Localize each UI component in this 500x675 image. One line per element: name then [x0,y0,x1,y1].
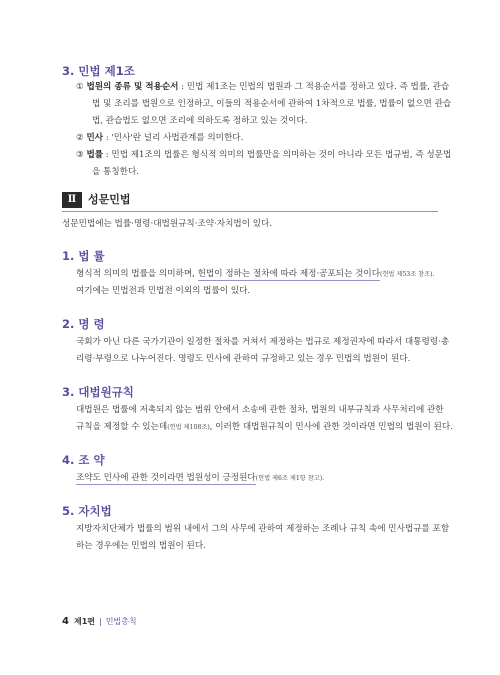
page-number: 4 [62,616,69,627]
section-title: 성문민법 [88,193,131,206]
item-3-line2: 을 통칭한다. [92,167,139,177]
law-line1 [76,266,435,283]
item-2-text: : '민사'란 널리 사법관계를 의미한다. [103,133,244,143]
item-1-line1 [76,79,449,96]
order-line2: 리령·부령으로 나누어진다. 명령도 민사에 관하여 규정하고 있는 경우 민법의 법원이 된다. [76,354,411,364]
law-text-a: 형식적 의미의 법률을 의미하며, [76,269,198,279]
item-1-number: ① [76,82,84,92]
heading-civil-code-article1: 3. 민법 제1조 [62,64,135,78]
footer-part: 제1편 [73,617,95,626]
page-footer [62,616,137,627]
item-1-text: : 민법 제1조는 민법의 법원과 그 적용순서를 정하고 있다. 즉 법률, 관습 [178,82,450,92]
item-2-term: 민사 [86,133,104,143]
law-citation: (헌법 제53조 참조). [380,271,435,278]
heading-law: 1. 법 률 [62,249,105,263]
rules-text-a: 규칙을 제정할 수 있는데 [76,422,168,432]
footer-chapter: 민법총칙 [105,617,137,626]
order-line1: 국회가 아닌 다른 국가기관이 일정한 절차를 거쳐서 제정하는 법규로 제정권자에 따라서 대통령령·총 [76,337,450,347]
heading-treaty: 4. 조 약 [62,453,105,467]
item-3-line1 [76,147,451,164]
treaty-citation: (헌법 제6조 제1항 참고). [255,475,325,482]
law-text-underlined: 헌법이 정하는 절차에 따라 제정·공포되는 것이다 [197,269,381,279]
treaty-text-underlined: 조약도 민사에 관한 것이라면 법원성이 긍정된다 [76,473,256,483]
treaty-line1 [76,470,324,487]
section-number-badge: Ⅱ [62,192,82,208]
section-divider [62,211,438,212]
heading-order: 2. 명 령 [62,317,105,331]
heading-autonomy: 5. 자치법 [62,504,112,518]
law-line2: 여기에는 민법전과 민법전 이외의 법률이 있다. [76,286,251,296]
item-1-line3: 법, 관습법도 없으면 조리에 의하도록 정하고 있는 것이다. [92,116,308,126]
item-3-term: 법률 [86,150,104,160]
rules-line2 [76,419,453,436]
item-3-text: : 민법 제1조의 법률은 형식적 의미의 법률만을 의미하는 것이 아니라 모든 법규범, 즉 성문법 [103,150,452,160]
rules-text-b: , 이러한 대법원규칙이 민사에 관한 것이라면 민법의 법원이 된다. [209,422,453,432]
heading-court-rules: 3. 대법원규칙 [62,385,134,399]
rules-line1: 대법원은 법률에 저촉되지 않는 범위 안에서 소송에 관한 절차, 법원의 내부규칙과 사무처리에 관한 [76,405,444,415]
footer-separator: | [99,617,102,626]
item-3-number: ③ [76,150,84,160]
item-1-line2: 법 및 조리를 법원으로 인정하고, 이들의 적용순서에 관하여 1차적으로 법률, 법률이 없으면 관습 [92,99,452,109]
item-1-term: 법원의 종류 및 적용순서 [86,82,179,92]
item-2-line1 [76,130,243,147]
autonomy-line1: 지방자치단체가 법률의 범위 내에서 그의 사무에 관하여 제정하는 조례나 규칙 속에 민사법규를 포함 [76,524,450,534]
autonomy-line2: 하는 경우에는 민법의 법원이 된다. [76,541,206,551]
item-2-number: ② [76,133,84,143]
section-intro: 성문민법에는 법률·명령·대법원규칙·조약·자치법이 있다. [62,219,273,229]
rules-citation: (헌법 제108조) [167,424,210,431]
